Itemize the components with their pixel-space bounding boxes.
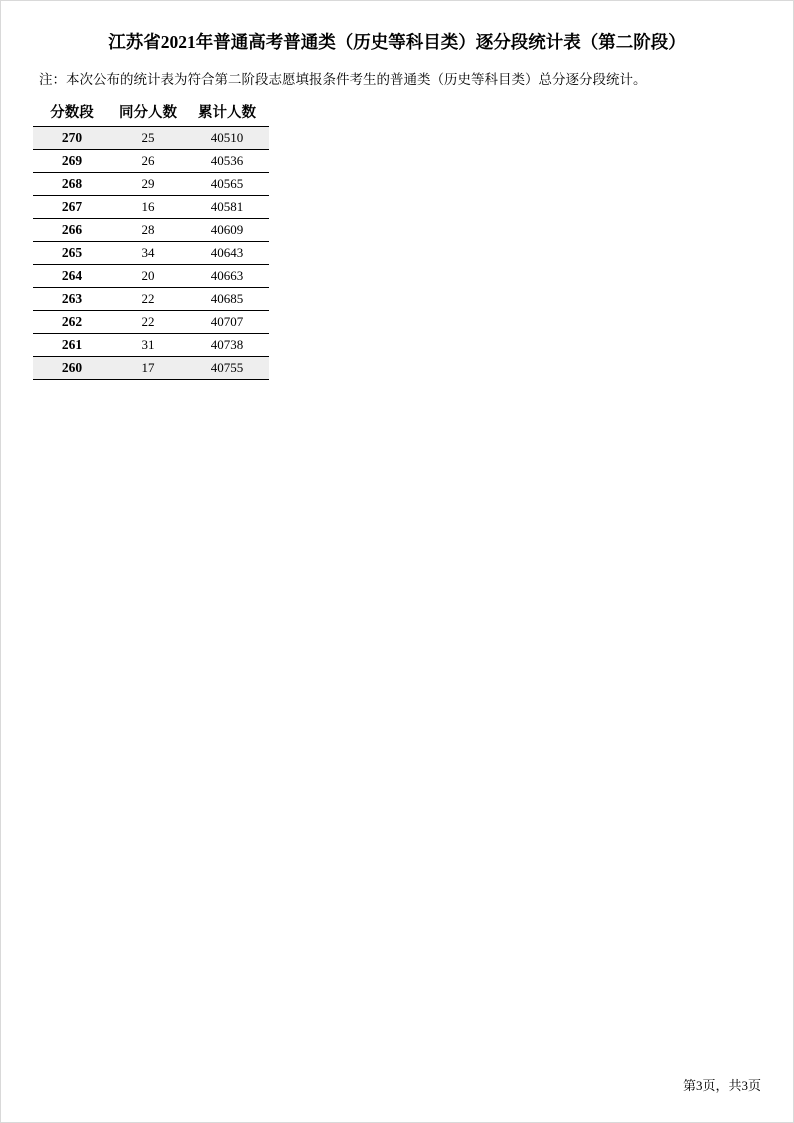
table-body	[33, 127, 269, 380]
table-row	[33, 196, 269, 219]
cell-cumulative-count: 40685	[185, 288, 269, 311]
cell-score: 267	[33, 196, 111, 219]
cell-same-count: 17	[111, 357, 185, 380]
table-row	[33, 173, 269, 196]
cell-cumulative-count: 40565	[185, 173, 269, 196]
cell-same-count: 34	[111, 242, 185, 265]
page-title: 江苏省2021年普通高考普通类（历史等科目类）逐分段统计表（第二阶段）	[108, 32, 686, 52]
table-row	[33, 334, 269, 357]
cell-cumulative-count: 40536	[185, 150, 269, 173]
cell-score: 263	[33, 288, 111, 311]
cell-score: 270	[33, 127, 111, 150]
table-header-row	[33, 99, 269, 127]
cell-score: 266	[33, 219, 111, 242]
cell-same-count: 16	[111, 196, 185, 219]
cell-score: 268	[33, 173, 111, 196]
document-note: 注：本次公布的统计表为符合第二阶段志愿填报条件考生的普通类（历史等科目类）总分逐分段统计。	[39, 72, 647, 87]
table-row	[33, 127, 269, 150]
cell-same-count: 22	[111, 288, 185, 311]
cell-cumulative-count: 40738	[185, 334, 269, 357]
score-distribution-table	[33, 99, 269, 380]
column-header-same-count: 同分人数	[119, 105, 177, 121]
cell-score: 269	[33, 150, 111, 173]
table-row	[33, 311, 269, 334]
cell-cumulative-count: 40707	[185, 311, 269, 334]
cell-same-count: 22	[111, 311, 185, 334]
cell-cumulative-count: 40643	[185, 242, 269, 265]
cell-score: 262	[33, 311, 111, 334]
cell-score: 265	[33, 242, 111, 265]
cell-same-count: 26	[111, 150, 185, 173]
column-header-cumulative-count: 累计人数	[198, 105, 256, 121]
cell-score: 261	[33, 334, 111, 357]
table-header	[33, 99, 269, 127]
cell-cumulative-count: 40581	[185, 196, 269, 219]
cell-score: 260	[33, 357, 111, 380]
cell-same-count: 28	[111, 219, 185, 242]
page-footer: 第3页，共3页	[682, 1078, 761, 1093]
table-row	[33, 242, 269, 265]
table-row	[33, 150, 269, 173]
cell-same-count: 25	[111, 127, 185, 150]
cell-cumulative-count: 40755	[185, 357, 269, 380]
score-table-container	[1, 88, 793, 380]
cell-same-count: 20	[111, 265, 185, 288]
cell-cumulative-count: 40510	[185, 127, 269, 150]
cell-same-count: 31	[111, 334, 185, 357]
cell-cumulative-count: 40609	[185, 219, 269, 242]
cell-cumulative-count: 40663	[185, 265, 269, 288]
table-row	[33, 288, 269, 311]
table-row	[33, 357, 269, 380]
cell-same-count: 29	[111, 173, 185, 196]
table-row	[33, 219, 269, 242]
cell-score: 264	[33, 265, 111, 288]
column-header-score: 分数段	[50, 105, 94, 121]
table-row	[33, 265, 269, 288]
